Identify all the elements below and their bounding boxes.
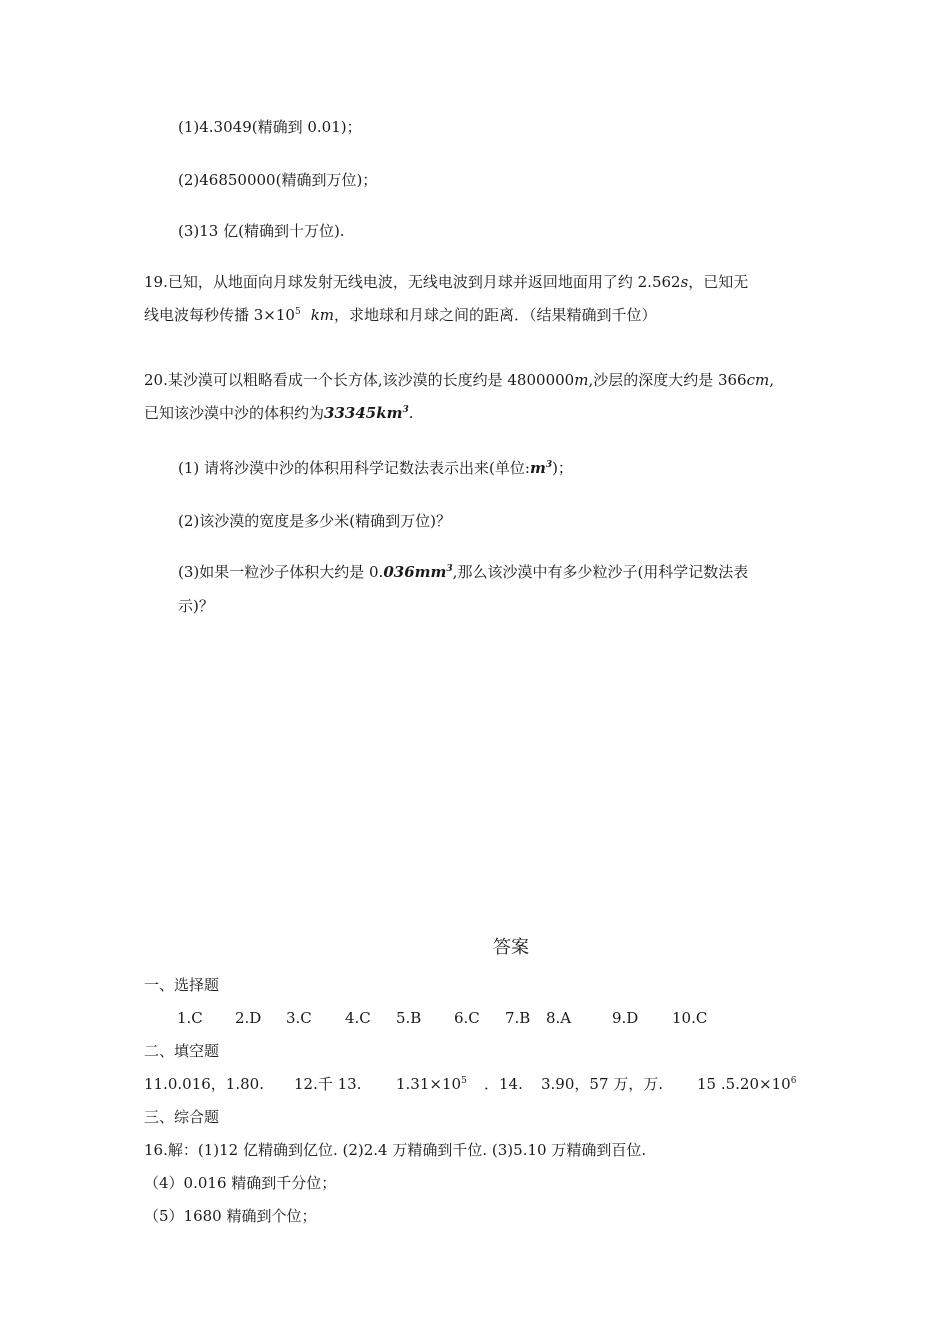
q19-exponent: 5 [294,307,301,317]
q20-sub1 [178,458,573,478]
fill-14: ．14. [484,1075,523,1093]
q20-line1 [144,370,774,390]
q19-text-a: 19.已知，从地面向月球发射无线电波，无线电波到月球并返回地面用了约 2.562 [144,273,681,291]
q20-unit-m: m [574,371,589,389]
q20-text-a: 20.某沙漠可以粗略看成一个长方体,该沙漠的长度约是 4800000 [144,371,575,389]
choice-3: 3.C [286,1009,312,1027]
q20-sub3-unit: mm [414,563,447,581]
q20-sub3-text-b: ,那么该沙漠中有多少粒沙子(用科学记数法表 [452,563,749,581]
q19-line2 [144,305,657,325]
answers-title: 答案 [493,937,529,958]
fill-15 [697,1074,796,1094]
q20-sub3-text: (3)如果一粒沙子体积大约是 0. [178,563,384,581]
q20-sub1-end: )； [552,459,573,477]
q19-line1 [144,272,748,292]
choice-9: 9.D [612,1009,639,1027]
fill-13-answer [396,1074,467,1094]
q20-sub2: (2)该沙漠的宽度是多少米(精确到万位)？ [178,512,451,530]
q19-unit-km: km [310,306,335,324]
fill-15-value: 15 .5.20×10 [697,1075,791,1093]
q20-comma: , [769,371,775,389]
q20-period: . [408,404,414,422]
q20-text-b: ,沙层的深度大约是 366 [588,371,747,389]
choice-5: 5.B [396,1009,422,1027]
answers-section2: 二、填空题 [144,1042,220,1060]
q20-volume: 33345 [324,404,377,422]
choice-6: 6.C [454,1009,480,1027]
fill-11: 11.0.016，1.80. [144,1075,264,1093]
q18-part1: (1)4.3049(精确到 0.01)； [178,118,362,136]
q18-part2: (2)46850000(精确到万位)； [178,171,378,189]
fill-15-exp: 6 [790,1076,797,1086]
q20-sub1-text: (1) 请将沙漠中沙的体积用科学记数法表示出来(单位: [178,459,530,477]
choice-10: 10.C [672,1009,708,1027]
answer-16-line4: （4）0.016 精确到千分位； [144,1174,337,1192]
choice-1: 1.C [177,1009,203,1027]
q19-unit-s: s [680,273,689,291]
q20-unit-cm: cm [746,371,770,389]
q19-text-c: ，求地球和月球之间的距离．（结果精确到千位） [334,306,657,324]
answer-16-line1: 16.解：(1)12 亿精确到亿位. (2)2.4 万精确到千位. (3)5.10 万精确到百位. [144,1141,647,1159]
choice-2: 2.D [235,1009,262,1027]
q20-volume-unit: km [376,404,403,422]
choice-4: 4.C [345,1009,371,1027]
q20-sub3-line2: 示)？ [178,597,214,615]
q20-sub1-unit: m [529,459,546,477]
answer-16-line5: （5）1680 精确到个位； [144,1207,317,1225]
q20-sub3-exp: 3 [446,564,453,574]
fill-14-answer: 3.90，57 万，万. [541,1075,664,1093]
q20-sub3-value: 036 [383,563,415,581]
q20-volume-exp: 3 [402,405,409,415]
q19-speed: 线电波每秒传播 3×10 [144,306,295,324]
q18-part3: (3)13 亿(精确到十万位). [178,222,345,240]
q20-sub1-exp: 3 [545,460,553,470]
answers-section1: 一、选择题 [144,976,220,994]
q20-sub3-line1 [178,562,748,582]
q19-text-b: ，已知无 [688,273,749,291]
q20-text-c: 已知该沙漠中沙的体积约为 [144,404,325,422]
fill-12-13: 12.千 13. [294,1075,362,1093]
fill-13-exp: 5 [461,1076,467,1086]
choice-8: 8.A [546,1009,572,1027]
choice-7: 7.B [505,1009,531,1027]
answers-section3: 三、综合题 [144,1108,220,1126]
q20-line2 [144,403,414,423]
fill-13-value: 1.31×10 [396,1075,462,1093]
